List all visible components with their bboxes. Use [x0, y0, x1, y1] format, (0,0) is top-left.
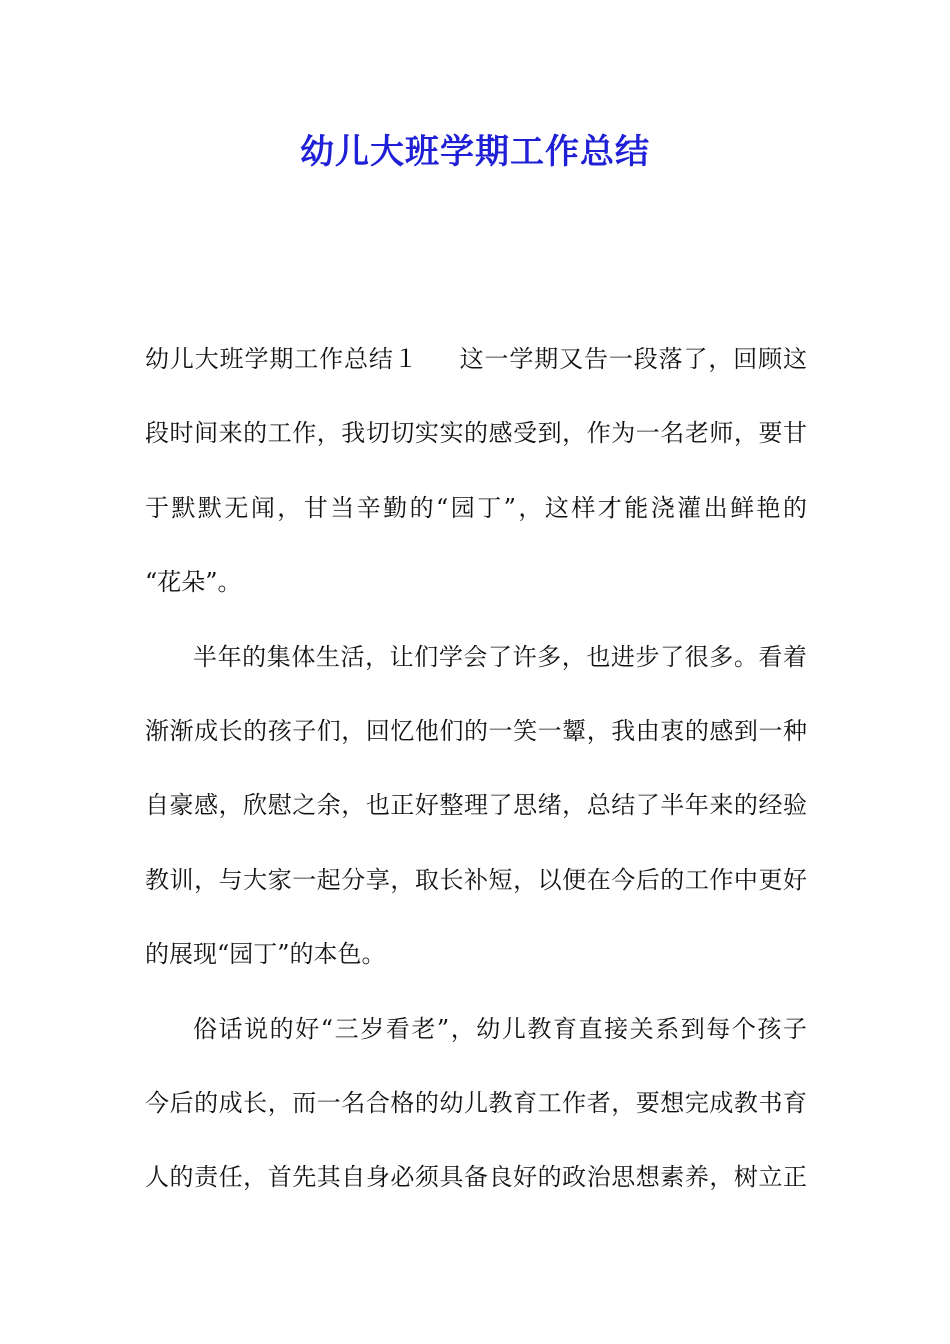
paragraph-1-line-2: 段时间来的工作，我切切实实的感受到，作为一名老师，要甘 — [145, 419, 807, 448]
paragraph-2-line-1: 半年的集体生活，让们学会了许多，也进步了很多。看着 — [193, 642, 807, 671]
document-title: 幼儿大班学期工作总结 — [300, 132, 650, 172]
document-body — [145, 322, 807, 1215]
paragraph-3-line-3: 人的责任，首先其自身必须具备良好的政治思想素养，树立正 — [145, 1163, 807, 1192]
paragraph-2-line-5: 的展现“园丁”的本色。 — [145, 940, 386, 969]
paragraph-3-line-2: 今后的成长，而一名合格的幼儿教育工作者，要想完成教书育 — [145, 1088, 807, 1117]
paragraph-1-line-4: “花朵”。 — [145, 568, 242, 597]
section-heading: 幼儿大班学期工作总结１ — [145, 345, 419, 373]
paragraph-1-text-start: 这一学期又告一段落了，回顾这 — [458, 345, 808, 373]
paragraph-2-line-4: 教训，与大家一起分享，取长补短，以便在今后的工作中更好 — [145, 865, 807, 894]
paragraph-2-line-3: 自豪感，欣慰之余，也正好整理了思绪，总结了半年来的经验 — [145, 791, 807, 820]
paragraph-3-line-1: 俗话说的好“三岁看老”，幼儿教育直接关系到每个孩子 — [193, 1014, 807, 1043]
paragraph-1-line-1 — [145, 322, 807, 396]
paragraph-2-line-2: 渐渐成长的孩子们，回忆他们的一笑一颦，我由衷的感到一种 — [145, 716, 807, 745]
paragraph-1-line-3: 于默默无闻，甘当辛勤的“园丁”，这样才能浇灌出鲜艳的 — [145, 493, 807, 522]
